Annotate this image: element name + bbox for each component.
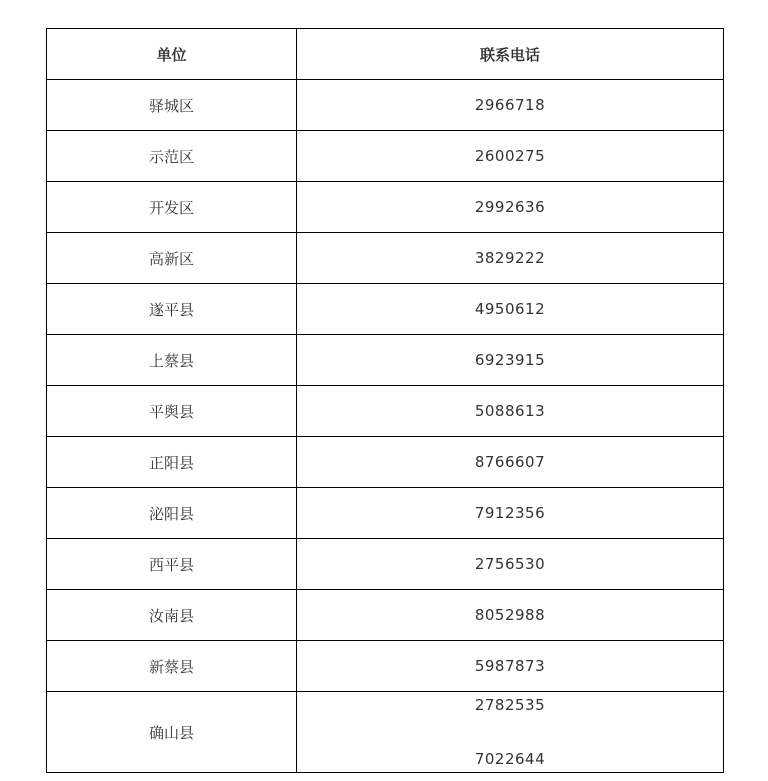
table-row bbox=[47, 692, 724, 773]
table-row bbox=[47, 437, 724, 488]
table-body bbox=[47, 80, 724, 773]
unit-cell: 西平县 bbox=[47, 539, 297, 590]
phone-gap bbox=[297, 714, 723, 750]
table-row bbox=[47, 488, 724, 539]
table-row bbox=[47, 233, 724, 284]
phone-cell: 2992636 bbox=[297, 182, 724, 233]
unit-cell: 新蔡县 bbox=[47, 641, 297, 692]
table-row bbox=[47, 386, 724, 437]
phone-cell: 5987873 bbox=[297, 641, 724, 692]
table-row bbox=[47, 182, 724, 233]
unit-cell: 确山县 bbox=[47, 692, 297, 773]
table-row bbox=[47, 80, 724, 131]
phone-number: 2782535 bbox=[474, 696, 546, 714]
unit-cell: 上蔡县 bbox=[47, 335, 297, 386]
unit-cell: 驿城区 bbox=[47, 80, 297, 131]
unit-cell: 泌阳县 bbox=[47, 488, 297, 539]
phone-cell: 2966718 bbox=[297, 80, 724, 131]
unit-cell: 开发区 bbox=[47, 182, 297, 233]
unit-cell: 正阳县 bbox=[47, 437, 297, 488]
unit-cell: 高新区 bbox=[47, 233, 297, 284]
phone-cell: 8766607 bbox=[297, 437, 724, 488]
phone-cell: 2756530 bbox=[297, 539, 724, 590]
phone-cell: 4950612 bbox=[297, 284, 724, 335]
unit-cell: 示范区 bbox=[47, 131, 297, 182]
contact-table bbox=[46, 28, 724, 773]
phone-cell: 8052988 bbox=[297, 590, 724, 641]
table-row bbox=[47, 131, 724, 182]
header-unit: 单位 bbox=[47, 29, 297, 80]
unit-cell: 平舆县 bbox=[47, 386, 297, 437]
table-row bbox=[47, 590, 724, 641]
phone-cell: 2600275 bbox=[297, 131, 724, 182]
table-row bbox=[47, 539, 724, 590]
phone-cell bbox=[297, 692, 724, 773]
phone-cell: 7912356 bbox=[297, 488, 724, 539]
table-header-row bbox=[47, 29, 724, 80]
phone-number: 7022644 bbox=[474, 750, 546, 768]
phone-cell: 6923915 bbox=[297, 335, 724, 386]
table-row bbox=[47, 335, 724, 386]
table-row bbox=[47, 284, 724, 335]
phone-cell: 5088613 bbox=[297, 386, 724, 437]
table-row bbox=[47, 641, 724, 692]
unit-cell: 遂平县 bbox=[47, 284, 297, 335]
header-phone: 联系电话 bbox=[297, 29, 724, 80]
phone-cell: 3829222 bbox=[297, 233, 724, 284]
unit-cell: 汝南县 bbox=[47, 590, 297, 641]
